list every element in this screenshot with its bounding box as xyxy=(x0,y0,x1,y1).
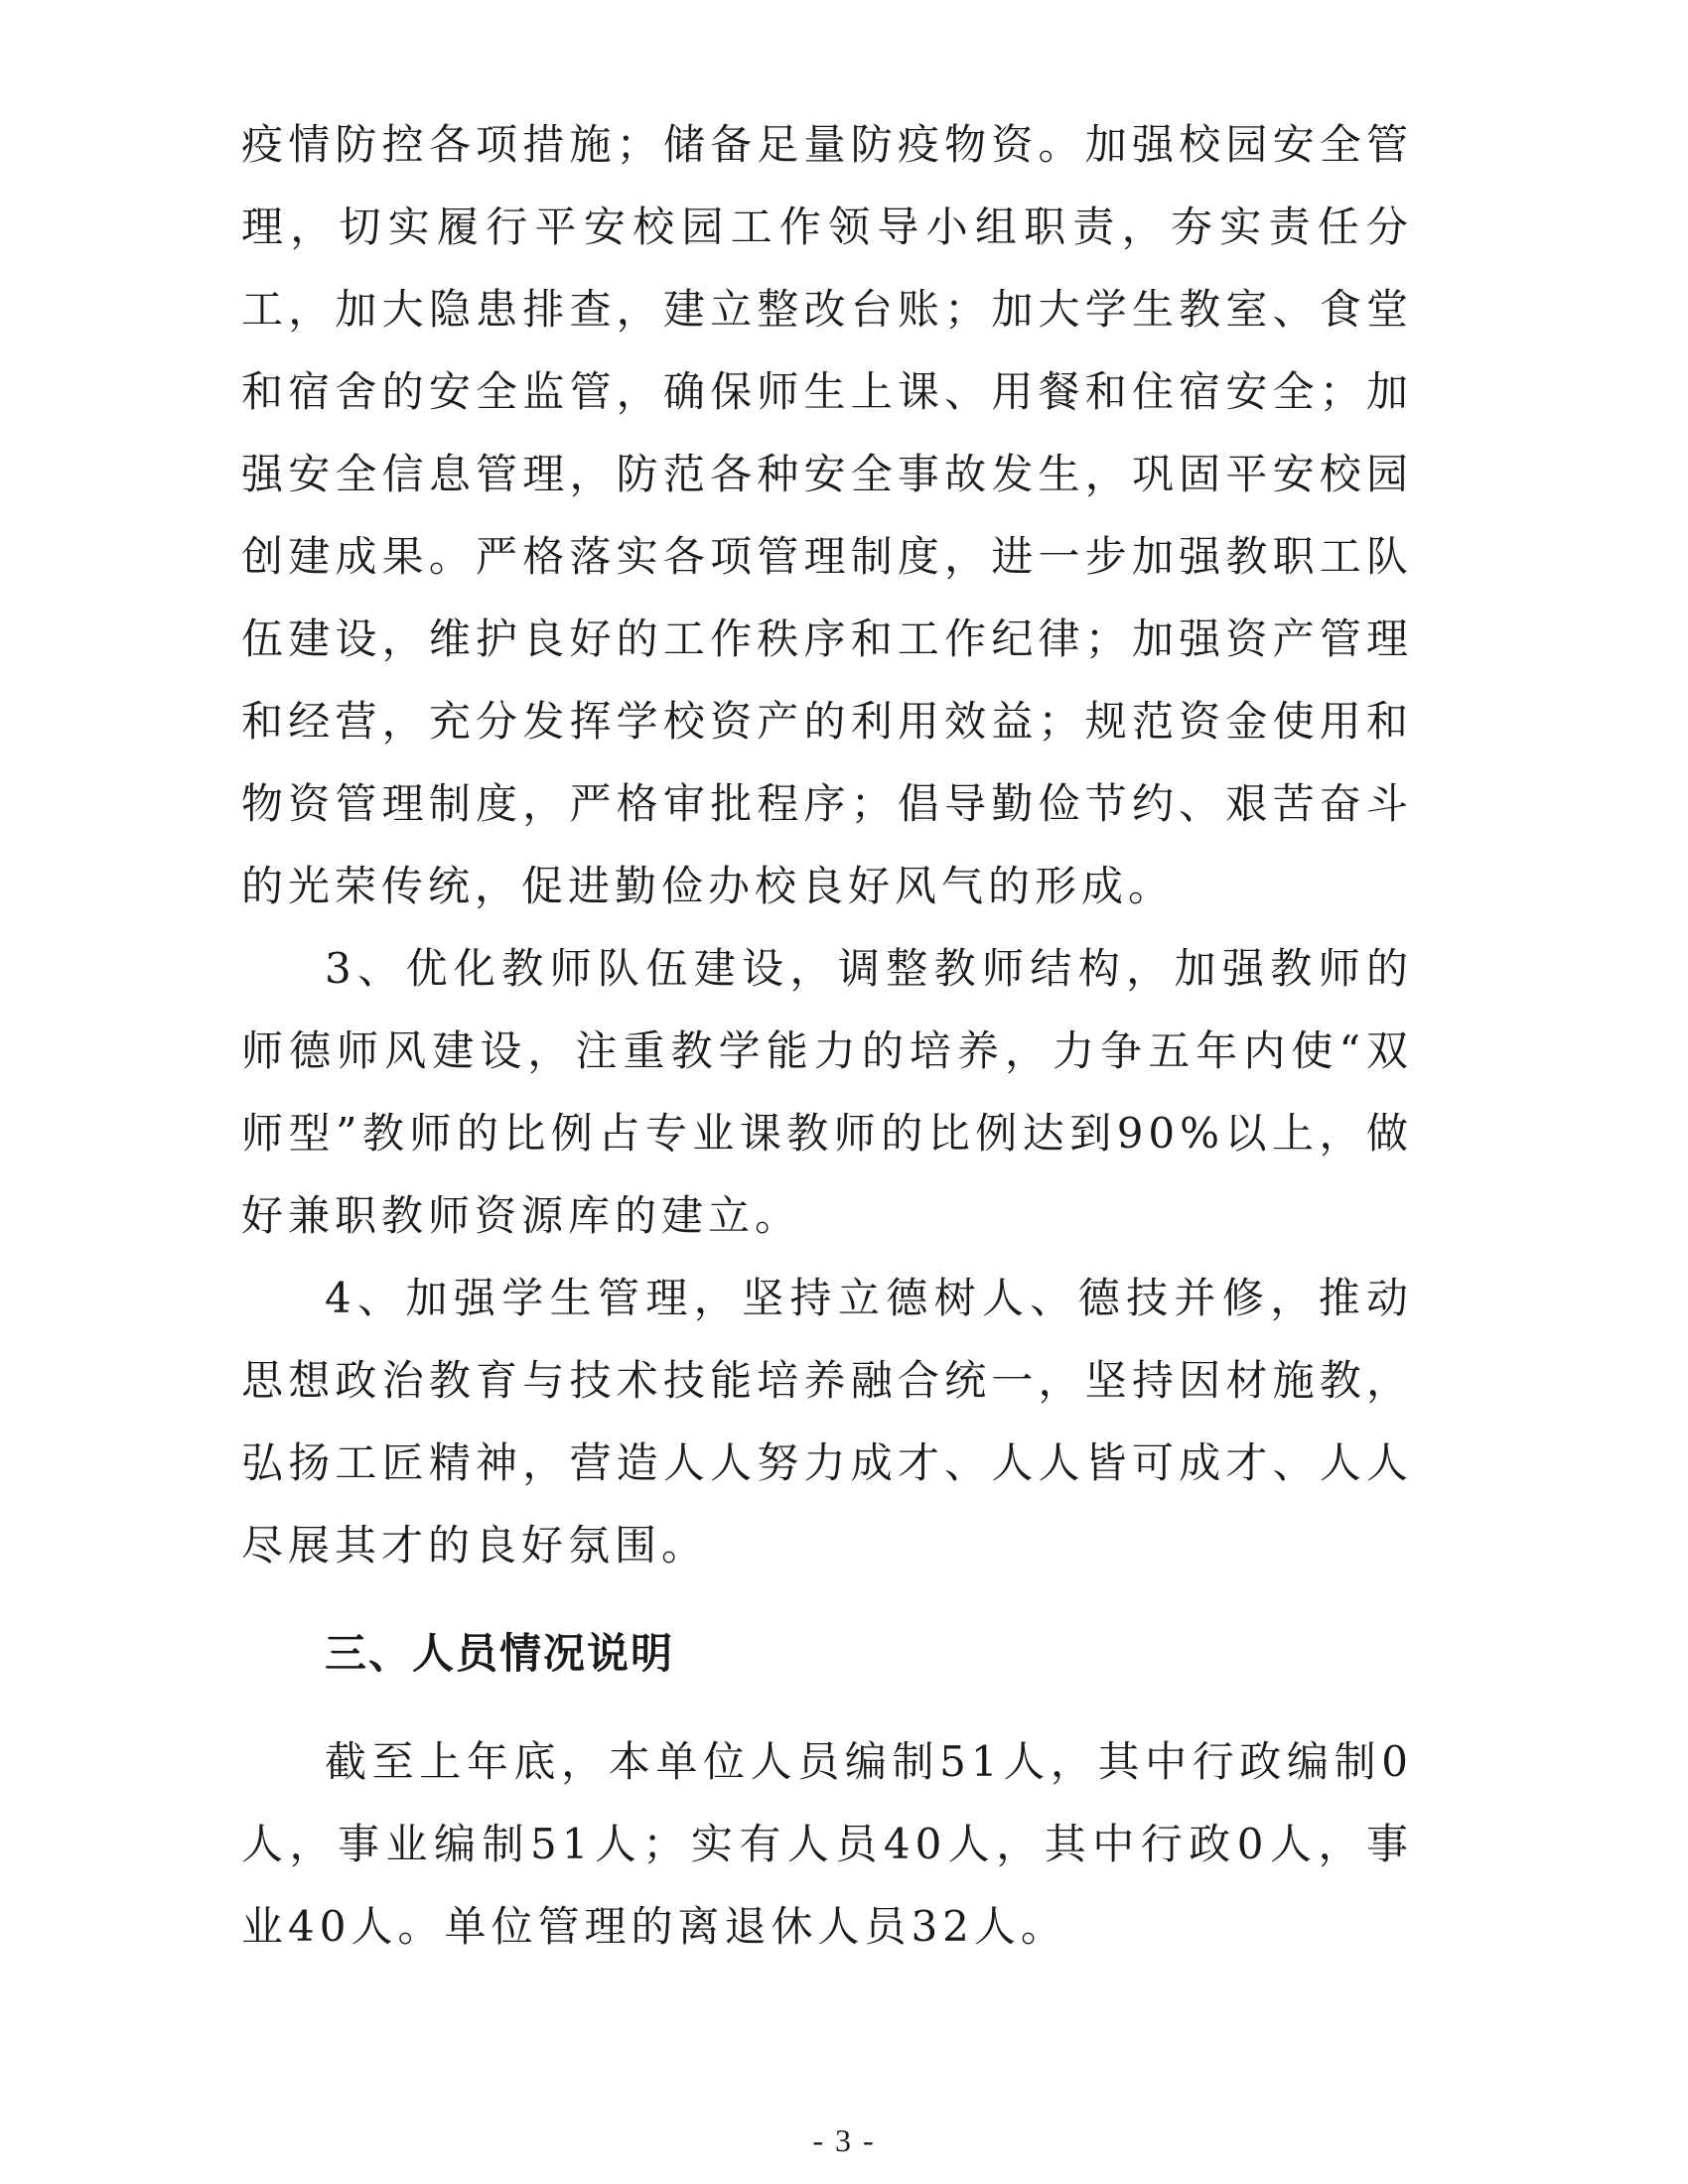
page-number: - 3 - xyxy=(812,2122,876,2158)
paragraph-safety-management: 疫情防控各项措施；储备足量防疫物资。加强校园安全管理，切实履行平安校园工作领导小组职责，夯实责任分工，加大隐患排查，建立整改台账；加大学生教室、食堂和宿舍的安全监管，确保师生上课、用餐和住宿安全；加强安全信息管理，防范各种安全事故发生，巩固平安校园创建成果。严格落实各项管理制度，进一步加强教职工队伍建设，维护良好的工作秩序和工作纪律；加强资产管理和经营，充分发挥学校资产的利用效益；规范资金使用和物资管理制度，严格审批程序；倡导勤俭节约、艰苦奋斗的光荣传统，促进勤俭办校良好风气的形成。 xyxy=(241,120,1413,910)
paragraph-student-management: 4、加强学生管理，坚持立德树人、德技并修，推动思想政治教育与技术技能培养融合统一，坚持因材施教，弘扬工匠精神，营造人人努力成才、人人皆可成才、人人尽展其才的良好氛围。 xyxy=(241,1274,1413,1570)
paragraph-personnel-info: 截至上年底，本单位人员编制51人，其中行政编制0人，事业编制51人；实有人员40人，其中行政0人，事业40人。单位管理的离退休人员32人。 xyxy=(241,1737,1413,1951)
spacer xyxy=(241,1586,1413,1612)
paragraph-teacher-team: 3、优化教师队伍建设，调整教师结构，加强教师的师德师风建设，注重教学能力的培养，力争五年内使“双师型”教师的比例占专业课教师的比例达到90%以上，做好兼职教师资源库的建立。 xyxy=(241,944,1413,1240)
spacer xyxy=(241,1695,1413,1720)
section-heading-personnel: 三、人员情况说明 xyxy=(325,1629,675,1678)
document-body xyxy=(241,103,1413,1968)
